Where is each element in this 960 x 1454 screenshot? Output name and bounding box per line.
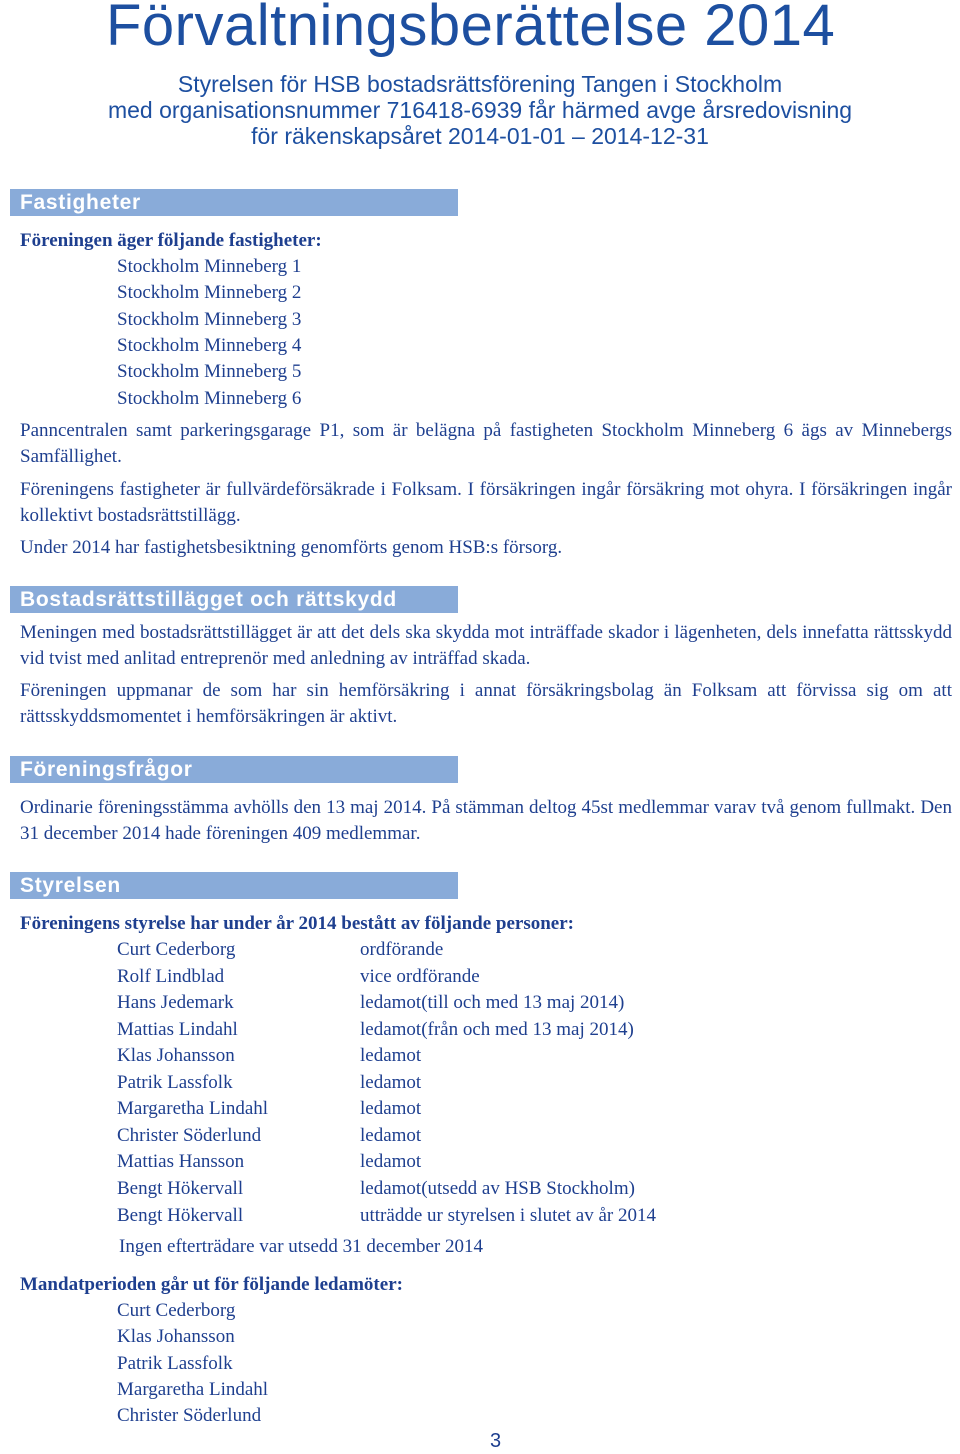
- mandate-member: Klas Johansson: [117, 1326, 235, 1347]
- board-member-role: utträdde ur styrelsen i slutet av år 2014: [360, 1205, 657, 1226]
- section-heading-bostadsratt: [10, 586, 458, 613]
- property-item: Stockholm Minneberg 3: [117, 309, 302, 330]
- paragraph: Meningen med bostadsrättstillägget är att det dels ska skydda mot inträffade skador i lägenheten, dels innefatta rättsskydd vid tvist med anlitad entreprenör med anledning av inträffad skada.: [20, 622, 952, 669]
- paragraph: Ordinarie föreningsstämma avhölls den 13 maj 2014. På stämman deltog 45st medlemmar varav två genom fullmakt. Den 31 december 2014 hade föreningen 409 medlemmar.: [20, 797, 952, 844]
- property-item: Stockholm Minneberg 2: [117, 282, 302, 303]
- section-heading-foreningsfragor: [10, 756, 458, 783]
- property-item: Stockholm Minneberg 4: [117, 335, 302, 356]
- property-item: Stockholm Minneberg 5: [117, 361, 302, 382]
- board-member-role: ledamot(utsedd av HSB Stockholm): [360, 1178, 635, 1199]
- board-member-name: Margaretha Lindahl: [117, 1098, 269, 1119]
- board-member-name: Hans Jedemark: [117, 992, 234, 1013]
- intro-line: Styrelsen för HSB bostadsrättsförening Tangen i Stockholm: [177, 71, 783, 97]
- intro-line: med organisationsnummer 716418-6939 får härmed avge årsredovisning: [107, 97, 853, 123]
- board-member-role: ledamot: [360, 1045, 422, 1066]
- paragraph: Föreningen uppmanar de som har sin hemförsäkring i annat försäkringsbolag än Folksam att förvissa sig om att rättsskyddsmomentet i hemförsäkringen är aktivt.: [20, 680, 952, 727]
- section-heading-styrelsen: [10, 872, 458, 899]
- page-title: Förvaltningsberättelse 2014: [106, 0, 836, 58]
- section-heading-text: Fastigheter: [20, 191, 141, 214]
- board-member-name: Mattias Lindahl: [117, 1019, 238, 1040]
- properties-lead: Föreningen äger följande fastigheter:: [20, 230, 322, 251]
- section-heading-text: Föreningsfrågor: [20, 758, 193, 781]
- board-member-role: ledamot(till och med 13 maj 2014): [360, 992, 625, 1013]
- section-heading-text: Bostadsrättstillägget och rättskydd: [20, 588, 397, 611]
- board-member-name: Bengt Hökervall: [117, 1178, 244, 1199]
- paragraph: Föreningens fastigheter är fullvärdeförsäkrade i Folksam. I försäkringen ingår försäkring mot ohyra. I försäkringen ingår kollektivt bostadsrättstillägg.: [20, 479, 952, 526]
- board-member-name: Patrik Lassfolk: [117, 1072, 233, 1093]
- board-member-role: ledamot: [360, 1098, 422, 1119]
- mandate-member: Christer Söderlund: [117, 1405, 262, 1426]
- board-member-role: vice ordförande: [360, 966, 480, 987]
- mandate-member: Patrik Lassfolk: [117, 1353, 233, 1374]
- property-item: Stockholm Minneberg 1: [117, 256, 302, 277]
- board-member-name: Rolf Lindblad: [117, 966, 225, 987]
- mandate-member: Curt Cederborg: [117, 1300, 236, 1321]
- section-heading-fastigheter: [10, 189, 458, 216]
- board-member-name: Christer Söderlund: [117, 1125, 262, 1146]
- board-member-name: Mattias Hansson: [117, 1151, 245, 1172]
- property-item: Stockholm Minneberg 6: [117, 388, 302, 409]
- board-member-role: ledamot: [360, 1125, 422, 1146]
- mandate-member: Margaretha Lindahl: [117, 1379, 269, 1400]
- board-member-name: Bengt Hökervall: [117, 1205, 244, 1226]
- mandate-lead: Mandatperioden går ut för följande ledamöter:: [20, 1274, 403, 1295]
- board-lead: Föreningens styrelse har under år 2014 bestått av följande personer:: [20, 913, 574, 934]
- section-heading-text: Styrelsen: [20, 874, 121, 897]
- page-number: 3: [490, 1430, 502, 1452]
- board-member-role: ledamot(från och med 13 maj 2014): [360, 1019, 634, 1040]
- board-member-role: ledamot: [360, 1151, 422, 1172]
- intro-line: för räkenskapsåret 2014-01-01 – 2014-12-31: [251, 123, 709, 149]
- paragraph: Under 2014 har fastighetsbesiktning genomförts genom HSB:s försorg.: [20, 537, 563, 558]
- board-member-role: ledamot: [360, 1072, 422, 1093]
- board-member-name: Curt Cederborg: [117, 939, 236, 960]
- paragraph: Panncentralen samt parkeringsgarage P1, som är belägna på fastigheten Stockholm Minneberg 6 ägs av Minnebergs Samfällighet.: [20, 420, 952, 467]
- board-member-name: Klas Johansson: [117, 1045, 235, 1066]
- board-note: Ingen efterträdare var utsedd 31 december 2014: [119, 1236, 483, 1257]
- board-member-role: ordförande: [360, 939, 444, 960]
